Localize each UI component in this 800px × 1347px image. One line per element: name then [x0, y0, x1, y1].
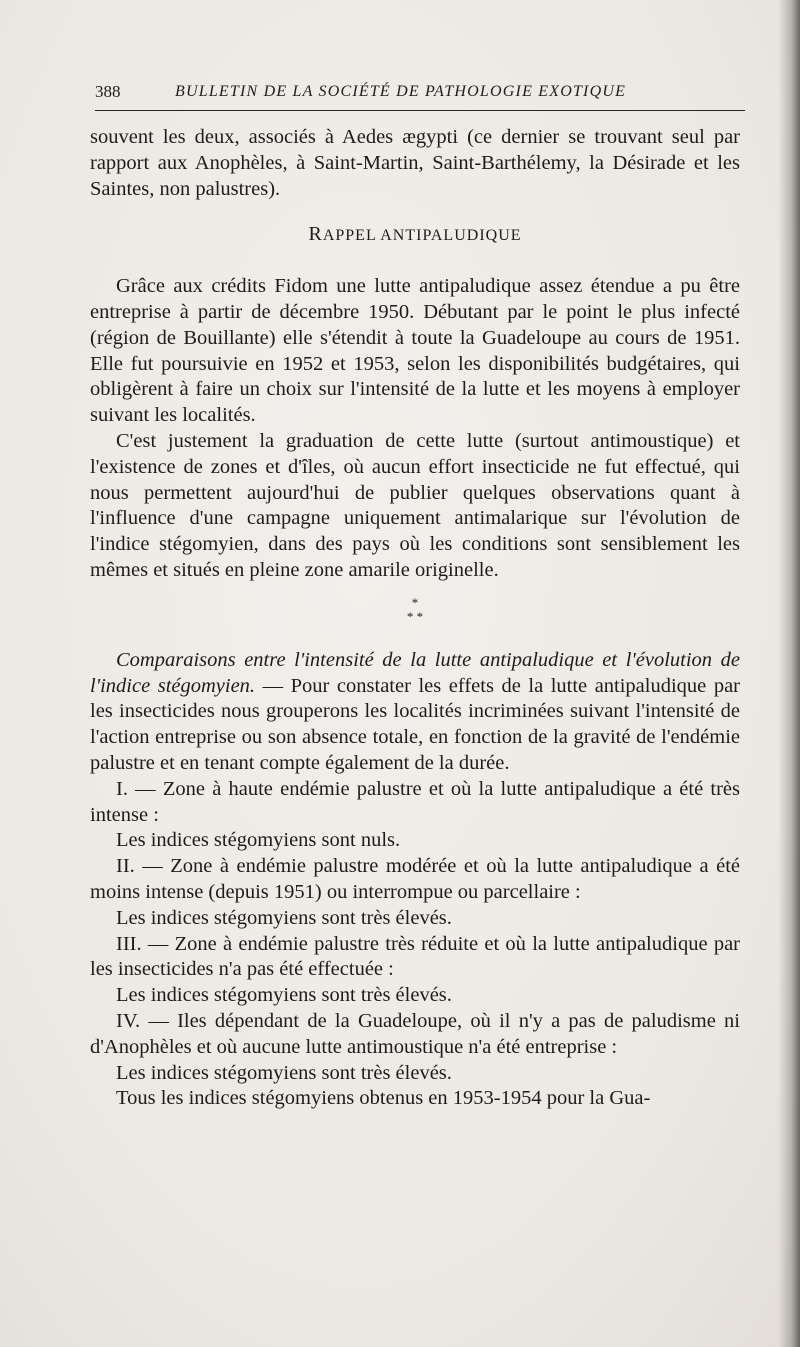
asterism-separator [90, 596, 740, 624]
paragraph-final: Tous les indices stégomyiens obtenus en 1953-1954 pour la Gua- [116, 1087, 651, 1110]
paragraph-graduation: C'est justement la graduation de cette lutte (surtout antimoustique) et l'existence de zones et d'îles, où aucun effort insecticide ne fut effectué, qui nous permettent aujourd'hui de publier quelques observations quant à l'influence d'une campagne uniquement antimalarique sur l'évolution de l'indice stégomyien, dans des pays où les conditions sont sensiblement les mêmes et situés en pleine zone amarile originelle. [90, 429, 740, 581]
zone-three: III. — Zone à endémie palustre très réduite et où la lutte antipaludique par les insecticides n'a pas été effectuée : [90, 932, 740, 981]
asterism-bottom: * * [406, 608, 424, 624]
zone-two-result: Les indices stégomyiens sont très élevés. [116, 906, 452, 929]
section-title-initial: R [308, 223, 323, 246]
page-edge-shadow [778, 0, 800, 1347]
article-body [90, 125, 740, 1112]
page-header [95, 82, 745, 108]
zone-four-result: Les indices stégomyiens sont très élevés. [116, 1061, 452, 1084]
header-rule [95, 110, 745, 111]
zone-two: II. — Zone à endémie palustre modérée et où la lutte antipaludique a été moins intense (depuis 1951) ou interrompue ou parcellaire : [90, 855, 740, 903]
zone-one-result: Les indices stégomyiens sont nuls. [116, 829, 401, 852]
zone-four: IV. — Iles dépendant de la Guadeloupe, où il n'y a pas de paludisme ni d'Anophèles et où aucune lutte antimoustique n'a été entreprise : [90, 1009, 740, 1058]
comparisons-text: — Pour constater les effets de la lutte antipaludique par les insecticides nous grouperons les localités incriminées suivant l'intensité de l'action entreprise ou son absence totale, en fonction de la gravité de l'endémie palustre et en tenant compte également de la durée. [90, 674, 740, 774]
page-number: 388 [95, 82, 121, 101]
running-title: BULLETIN DE LA SOCIÉTÉ DE PATHOLOGIE EXOTIQUE [175, 83, 627, 100]
asterism-top: * [411, 594, 419, 610]
zone-three-result: Les indices stégomyiens sont très élevés. [116, 984, 452, 1007]
paragraph-continuation: souvent les deux, associés à Aedes ægypti (ce dernier se trouvant seul par rapport aux Anophèles, à Saint-Martin, Saint-Barthélemy, la Désirade et les Saintes, non palustres). [90, 126, 740, 200]
paragraph-antimalarial-campaign: Grâce aux crédits Fidom une lutte antipaludique assez étendue a pu être entreprise à partir de décembre 1950. Débutant par le point le plus infecté (région de Bouillante) elle s'étendit à toute la Guadeloupe au cours de 1951. Elle fut poursuivie en 1952 et 1953, selon les disponibilités budgétaires, qui obligèrent à faire un choix sur l'intensité de la lutte et les moyens à employer suivant les localités. [90, 275, 740, 427]
paragraph-comparisons [90, 648, 740, 777]
comparisons-heading: Comparaisons entre l'intensité de la lutte antipaludique et l'évolution de l'indice stégomyien. [90, 648, 740, 697]
zone-one: I. — Zone à haute endémie palustre et où la lutte antipaludique a été très intense : [90, 777, 740, 826]
section-title-rest: APPEL ANTIPALUDIQUE [322, 227, 522, 245]
section-title [90, 222, 740, 249]
